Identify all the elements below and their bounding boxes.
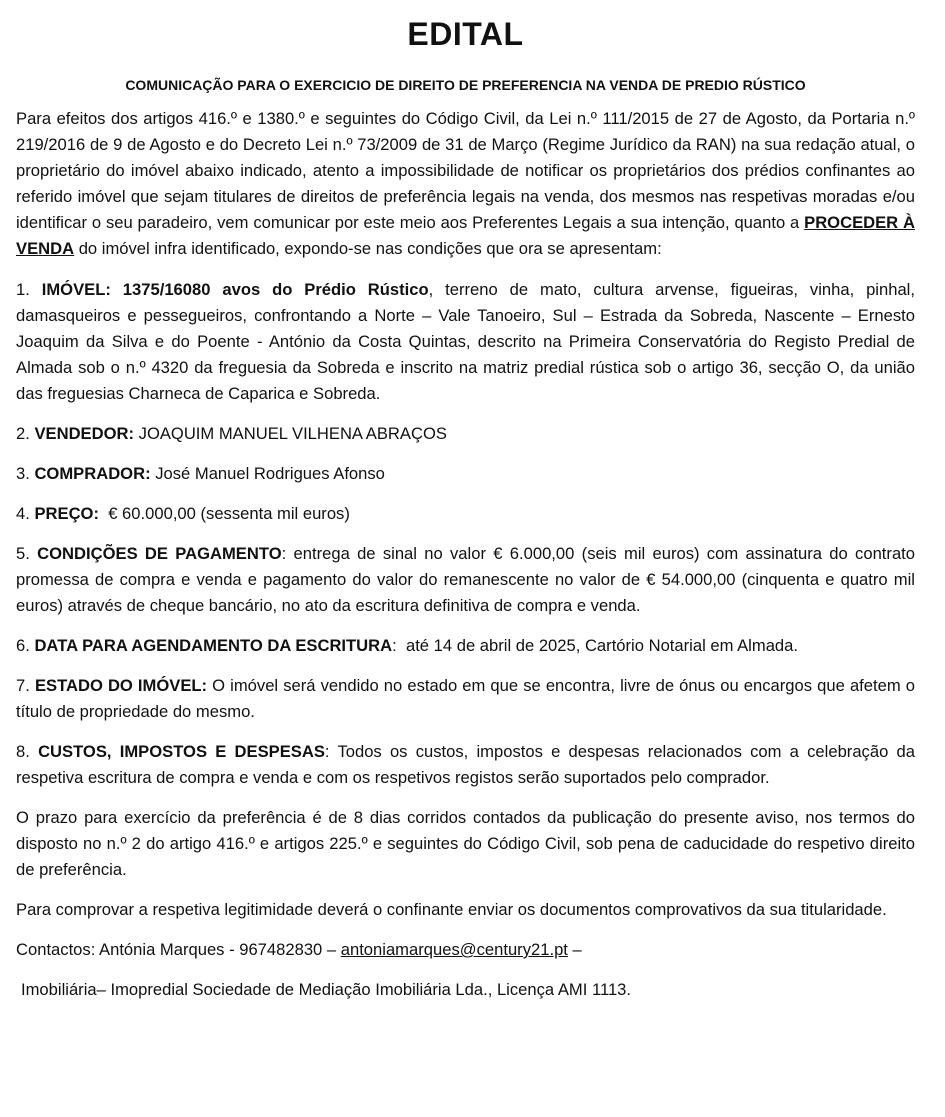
- item-estado: [16, 673, 915, 725]
- intro-text-before: Para efeitos dos artigos 416.º e 1380.º e seguintes do Código Civil, da Lei n.º 111/2015 de 27 de Agosto, da Portaria n.º 219/2016 de 9 de Agosto e do Decreto Lei n.º 73/2009 de 31 de Março (Regime Jurídico da RAN) na sua redação atual, o proprietário do imóvel abaixo indicado, atento a impossibilidade de notificar os proprietários dos prédios confinantes ao referido imóvel que sejam titulares de direitos de preferência legais na venda, dos mesmos nas respetivas moradas e/ou identificar o seu paradeiro, vem comunicar por este meio aos Preferentes Legais a sua intenção, quanto a: [16, 109, 915, 232]
- item-vendedor: [16, 421, 915, 447]
- intro-emphasis: PROCEDER À VENDA: [16, 213, 916, 258]
- item-number: 7.: [16, 676, 35, 695]
- item-text: JOAQUIM MANUEL VILHENA ABRAÇOS: [134, 424, 447, 443]
- document-title: EDITAL: [407, 16, 524, 52]
- legitimidade-paragraph: Para comprovar a respetiva legitimidade deverá o confinante enviar os documentos comprovativos da sua titularidade.: [16, 900, 887, 919]
- item-text: , terreno de mato, cultura arvense, figueiras, vinha, pinhal, damasqueiros e pessegueiros, confrontando a Norte – Vale Tanoeiro, Sul – Estrada da Sobreda, Nascente – Ernesto Joaquim da Silva e do Poente - António da Costa Quintas, descrito na Primeira Conservatória do Registo Predial de Almada sob o n.º 4320 da freguesia da Sobreda e inscrito na matriz predial rústica sob o artigo 36, secção O, da união das freguesias Charneca de Caparica e Sobreda.: [16, 280, 915, 403]
- item-number: 2.: [16, 424, 35, 443]
- item-label: CONDIÇÕES DE PAGAMENTO: [37, 544, 282, 563]
- item-text: € 60.000,00 (sessenta mil euros): [99, 504, 350, 523]
- contacts-suffix: –: [567, 940, 582, 959]
- item-label: IMÓVEL: 1375/16080 avos do Prédio Rústico: [41, 280, 429, 299]
- agency-line: Imobiliária– Imopredial Sociedade de Mediação Imobiliária Lda., Licença AMI 1113.: [21, 980, 632, 999]
- prazo-paragraph: O prazo para exercício da preferência é de 8 dias corridos contados da publicação do presente aviso, nos termos do disposto no n.º 2 do artigo 416.º e artigos 225.º e seguintes do Código Civil, sob pena de caducidade do respetivo direito de preferência.: [16, 808, 915, 879]
- item-label: CUSTOS, IMPOSTOS E DESPESAS: [38, 742, 325, 761]
- item-data-escritura: [16, 633, 915, 659]
- item-label: ESTADO DO IMÓVEL:: [34, 676, 208, 695]
- item-number: 6.: [16, 636, 35, 655]
- item-imovel: [16, 277, 915, 407]
- item-text: : Todos os custos, impostos e despesas relacionados com a celebração da respetiva escritura de compra e venda e com os respetivos registos serão suportados pelo comprador.: [16, 742, 915, 787]
- item-text: : até 14 de abril de 2025, Cartório Notarial em Almada.: [392, 636, 798, 655]
- item-number: 8.: [16, 742, 39, 761]
- document-subtitle: COMUNICAÇÃO PARA O EXERCICIO DE DIREITO DE PREFERENCIA NA VENDA DE PREDIO RÚSTICO: [125, 77, 806, 93]
- item-text: José Manuel Rodrigues Afonso: [150, 464, 385, 483]
- item-label: DATA PARA AGENDAMENTO DA ESCRITURA: [34, 636, 393, 655]
- item-text: O imóvel será vendido no estado em que se encontra, livre de ónus ou encargos que afetem o título de propriedade do mesmo.: [16, 676, 915, 721]
- item-label: COMPRADOR:: [34, 464, 151, 483]
- intro-text-after: do imóvel infra identificado, expondo-se nas condições que ora se apresentam:: [74, 239, 662, 258]
- item-preco: [16, 501, 915, 527]
- item-custos: [16, 739, 915, 791]
- item-label: PREÇO:: [34, 504, 99, 523]
- item-number: 5.: [16, 544, 38, 563]
- item-label: VENDEDOR:: [34, 424, 135, 443]
- intro-paragraph: [16, 106, 915, 262]
- item-comprador: [16, 461, 915, 487]
- item-text: : entrega de sinal no valor € 6.000,00 (seis mil euros) com assinatura do contrato promessa de compra e venda e pagamento do valor do remanescente no valor de € 54.000,00 (cinquenta e quatro mil euros) através de cheque bancário, no ato da escritura definitiva de compra e venda.: [16, 544, 916, 615]
- item-number: 4.: [16, 504, 35, 523]
- item-number: 1.: [16, 280, 42, 299]
- contacts-prefix: Contactos: Antónia Marques - 967482830 –: [16, 940, 341, 959]
- contacts-line: [16, 937, 915, 963]
- email-link[interactable]: antoniamarques@century21.pt: [340, 940, 568, 959]
- item-number: 3.: [16, 464, 35, 483]
- item-pagamento: [16, 541, 915, 619]
